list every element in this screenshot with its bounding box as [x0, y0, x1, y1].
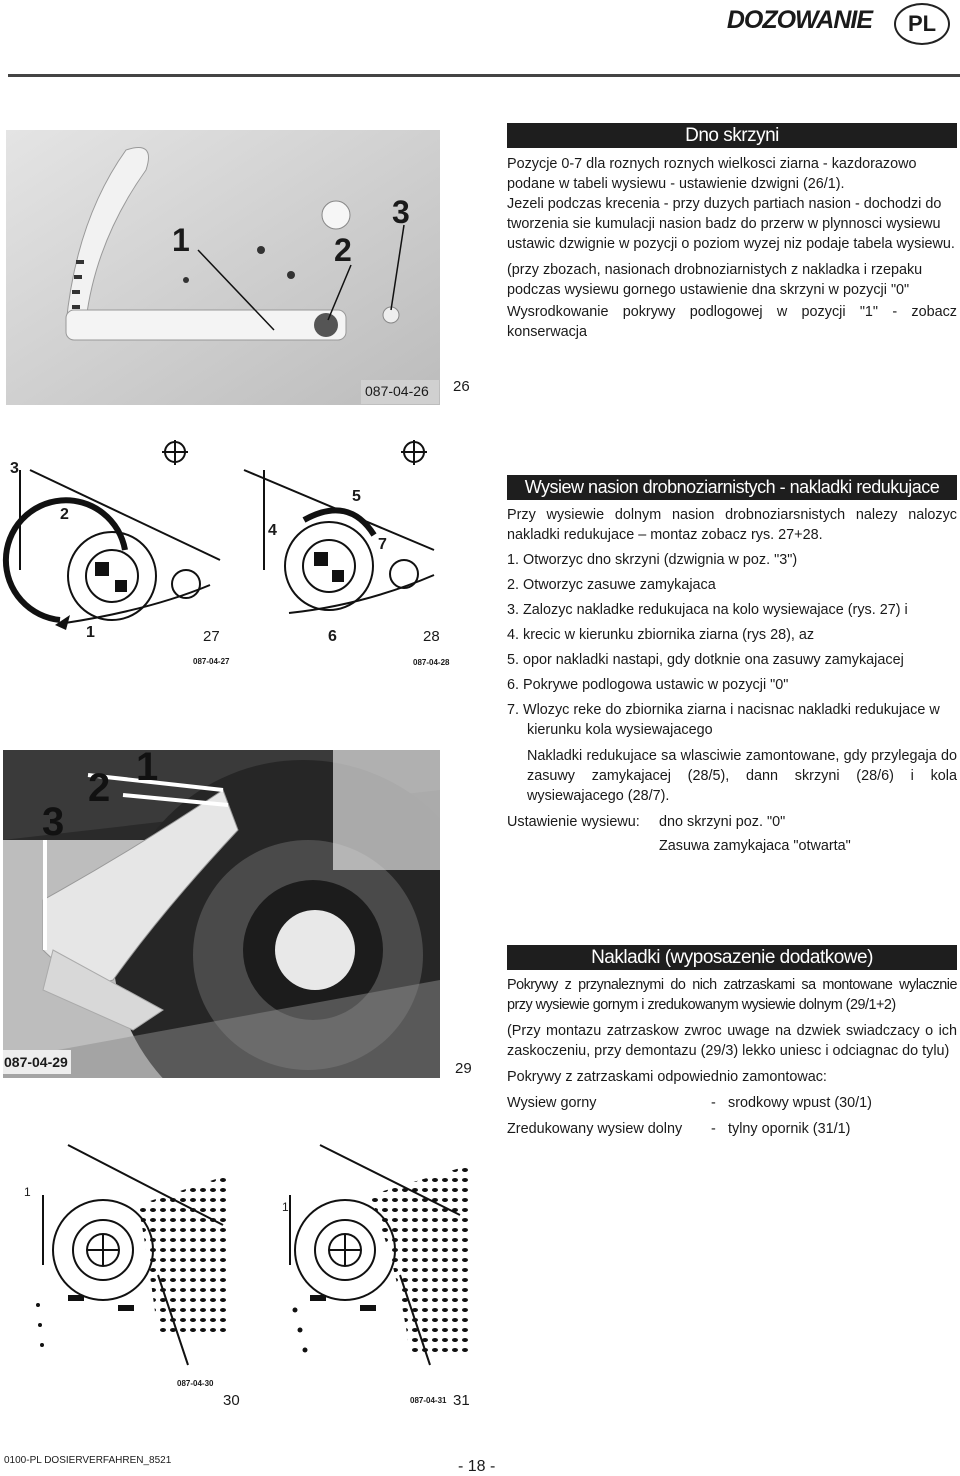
fig30-label-1: 1: [24, 1185, 31, 1199]
fig27-code: 087-04-27: [193, 657, 230, 666]
fig28-label-5: 5: [352, 488, 361, 505]
setting-value-2: Zasuwa zamykajaca "otwarta": [659, 838, 851, 854]
fig28-code: 087-04-28: [413, 658, 450, 667]
fig29-label-3: 3: [42, 800, 65, 844]
figure-27-drawing: [0, 440, 230, 665]
figure-29-photo: [3, 750, 440, 1078]
section2-step: 4. krecic w kierunku zbiornika ziarna (rys 28), az: [507, 627, 815, 643]
section1-paragraph: Pozycje 0-7 dla roznych roznych wielkosci ziarna - kazdorazowo podane w tabeli wysiewu - ustawienie dzwigni (26/1).: [507, 156, 917, 192]
section2-step: 2. Otworzyc zasuwe zamykajaca: [507, 577, 716, 593]
header-rule: [8, 74, 960, 77]
language-badge: PL: [894, 3, 950, 45]
fig29-number: 29: [455, 1060, 472, 1077]
fig28-label-4: 4: [268, 522, 277, 539]
mount-row-right: tylny opornik (31/1): [728, 1121, 851, 1137]
mount-row-left: Zredukowany wysiew dolny: [507, 1121, 683, 1137]
section2-step: 6. Pokrywe podlogowa ustawic w pozycji "0": [507, 677, 789, 693]
section3-paragraph: (Przy montazu zatrzaskow zwroc uwage na dzwiek swiadczacy o ich zaskoczeniu, przy demontazu (29/3) lekko uniesc i odciagnac do tylu): [507, 1023, 957, 1059]
fig26-code: 087-04-26: [365, 383, 429, 399]
mount-row-right: srodkowy wpust (30/1): [728, 1095, 872, 1111]
section2-step: 5. opor nakladki nastapi, gdy dotknie ona zasuwy zamykajacej: [507, 652, 904, 668]
fig26-label-1: 1: [172, 222, 190, 258]
fig29-code: 087-04-29: [4, 1054, 68, 1070]
setting-value-1: dno skrzyni poz. "0": [659, 814, 786, 830]
figure-31-drawing: [250, 1135, 475, 1385]
fig26-label-3: 3: [392, 194, 410, 230]
fig27-label-1: 1: [86, 624, 95, 641]
page-number: - 18 -: [458, 1458, 496, 1475]
reduction-insert-photo-illustration: [3, 750, 440, 1078]
section3-body: [507, 975, 957, 1145]
section1-paragraph: Wysrodkowanie pokrywy podlogowej w pozycji "1" - zobacz konserwacja: [507, 304, 957, 340]
top-sowing-drawing: [8, 1135, 233, 1385]
setting-label: Ustawienie wysiewu:: [507, 814, 640, 830]
mount-row: [507, 1093, 957, 1119]
page-title: DOZOWANIE: [726, 6, 872, 34]
fig31-number: 31: [453, 1392, 470, 1409]
fig29-label-1: 1: [136, 745, 159, 789]
fig31-label-1: 1: [282, 1200, 289, 1214]
figure-30-drawing: [8, 1135, 233, 1385]
section-heading-dno-skrzyni: Dno skrzyni: [507, 123, 957, 148]
section2-intro: Przy wysiewie dolnym nasion drobnoziarsnistych nalezy nalozyc nakladki redukujace – montaz zobacz rys. 27+28.: [507, 507, 957, 543]
setting-row: [507, 812, 957, 836]
fig30-number: 30: [223, 1392, 240, 1409]
fig26-number: 26: [453, 378, 470, 395]
section3-paragraph: Pokrywy z przynaleznymi do nich zatrzaskami sa montowane wylacznie przy wysiewie gornym i zredukowanym wysiewie dolnym (29/1+2): [507, 977, 957, 1013]
section2-step: 1. Otworzyc dno skrzyni (dzwignia w poz. "3"): [507, 552, 798, 568]
section1-paragraph: (przy zbozach, nasionach drobnoziarnistych z nakladka i rzepaku podczas wysiewu gornego ustawienie dna skrzyni w pozycji "0": [507, 262, 923, 298]
section-heading-wysiew-nasion: Wysiew nasion drobnoziarnistych - nakladki redukujace: [507, 475, 957, 500]
fig27-label-2: 2: [60, 506, 69, 523]
section2-step: 3. Zalozyc nakladke redukujaca na kolo wysiewajace (rys. 27) i: [507, 602, 908, 618]
mount-row-dash: -: [711, 1095, 716, 1111]
fig28-number: 28: [423, 628, 440, 645]
figure-26-photo: [6, 130, 440, 405]
fig30-code: 087-04-30: [177, 1379, 214, 1388]
fig31-code: 087-04-31: [410, 1396, 447, 1405]
bottom-sowing-drawing: [250, 1135, 475, 1385]
section2-note: Nakladki redukujace sa wlasciwie zamontowane, gdy przylegaja do zasuwy zamykajacej (28/5), dann skrzyni (28/6) i kola wysiewajacego (28/7).: [527, 748, 957, 804]
fig27-number: 27: [203, 628, 220, 645]
fig27-label-3: 3: [10, 460, 19, 477]
fig29-label-2: 2: [88, 766, 111, 810]
mount-row: [507, 1119, 957, 1145]
section3-paragraph: Pokrywy z zatrzaskami odpowiednio zamontowac:: [507, 1069, 827, 1085]
mount-row-left: Wysiew gorny: [507, 1095, 597, 1111]
section1-body: [507, 154, 957, 348]
section2-body: [507, 505, 957, 856]
section1-paragraph: Jezeli podczas krecenia - przy duzych partiach nasion - dochodzi do tworzenia sie kumulacji nasion badz do przerw w plynnosci wysiewu ustawic dzwignie w pozycji o poziom wyzej niz podaje tabela wysiewu.: [507, 196, 955, 252]
section-heading-nakladki: Nakladki (wyposazenie dodatkowe): [507, 945, 957, 970]
fig28-label-6: 6: [328, 628, 337, 645]
fig28-label-7: 7: [378, 536, 387, 553]
fig26-label-2: 2: [334, 232, 352, 268]
section2-step: 7. Wlozyc reke do zbiornika ziarna i nacisnac nakladki redukujace w kierunku kola wysiewajacego: [507, 702, 940, 738]
seed-wheel-drawing: [0, 440, 230, 665]
mount-row-dash: -: [711, 1121, 716, 1137]
lever-photo-illustration: [6, 130, 440, 405]
footer-doc-id: 0100-PL DOSIERVERFAHREN_8521: [4, 1455, 172, 1466]
